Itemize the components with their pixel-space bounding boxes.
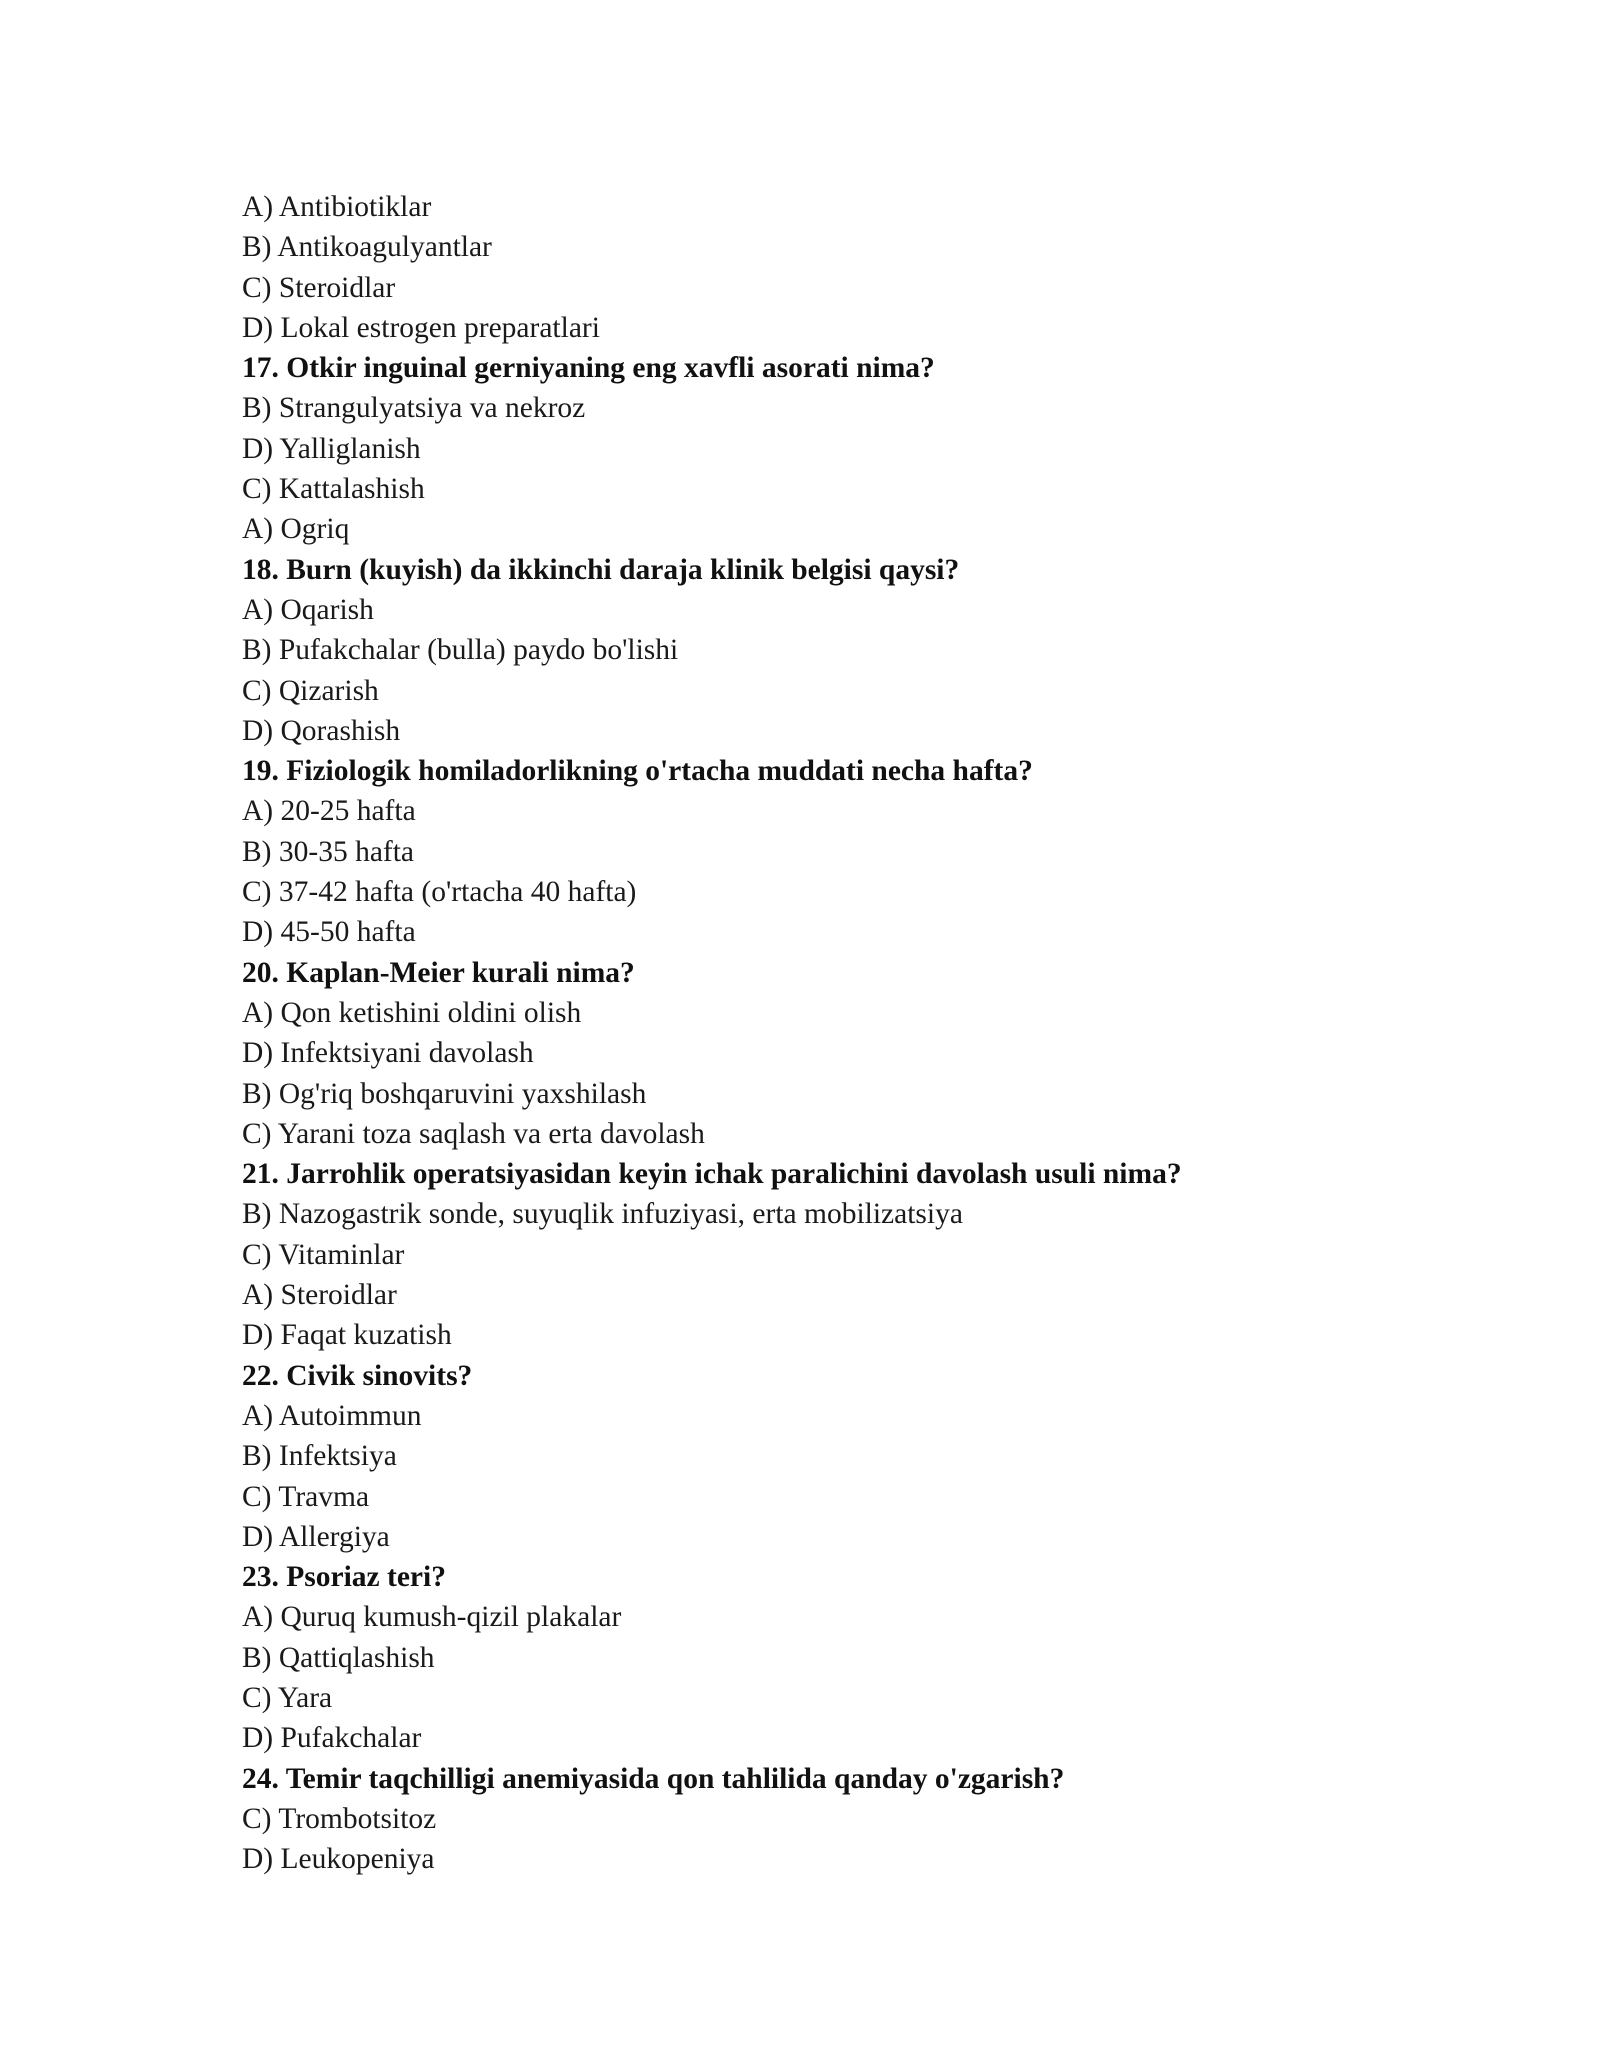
- answer-option: C) Kattalashish: [242, 473, 425, 506]
- question-text: 22. Civik sinovits?: [242, 1359, 473, 1392]
- answer-option: A) Oqarish: [242, 593, 374, 626]
- answer-option: B) Strangulyatsiya va nekroz: [242, 392, 586, 425]
- answer-option: D) Yalliglanish: [242, 432, 421, 465]
- answer-option: D) Allergiya: [242, 1520, 390, 1553]
- answer-option: D) Lokal estrogen preparatlari: [242, 311, 600, 344]
- answer-option: D) Infektsiyani davolash: [242, 1037, 534, 1070]
- document-body: [242, 187, 1442, 1879]
- question-text: 24. Temir taqchilligi anemiyasida qon tahlilida qanday o'zgarish?: [242, 1762, 1065, 1795]
- answer-option: C) Yara: [242, 1681, 333, 1714]
- question-text: 17. Otkir inguinal gerniyaning eng xavfli asorati nima?: [242, 352, 935, 385]
- answer-option: C) Qizarish: [242, 674, 379, 707]
- answer-option: D) Qorashish: [242, 714, 401, 747]
- answer-option: A) Autoimmun: [242, 1399, 422, 1432]
- answer-option: C) Trombotsitoz: [242, 1802, 437, 1835]
- answer-option: C) Yarani toza saqlash va erta davolash: [242, 1117, 705, 1150]
- answer-option: D) 45-50 hafta: [242, 916, 416, 949]
- question-text: 19. Fiziologik homiladorlikning o'rtacha muddati necha hafta?: [242, 755, 1033, 788]
- answer-option: D) Pufakchalar: [242, 1722, 422, 1755]
- answer-option: B) Pufakchalar (bulla) paydo bo'lishi: [242, 634, 679, 667]
- question-text: 23. Psoriaz teri?: [242, 1561, 446, 1594]
- answer-option: B) Nazogastrik sonde, suyuqlik infuziyasi, erta mobilizatsiya: [242, 1198, 963, 1231]
- answer-option: B) Infektsiya: [242, 1440, 397, 1473]
- answer-option: B) 30-35 hafta: [242, 835, 415, 868]
- answer-option: A) Quruq kumush-qizil plakalar: [242, 1601, 622, 1634]
- answer-option: D) Faqat kuzatish: [242, 1319, 452, 1352]
- answer-option: A) Antibiotiklar: [242, 191, 432, 223]
- question-text: 20. Kaplan-Meier kurali nima?: [242, 956, 635, 989]
- answer-option: B) Qattiqlashish: [242, 1641, 435, 1674]
- answer-option: A) 20-25 hafta: [242, 795, 416, 828]
- answer-option: C) Vitaminlar: [242, 1238, 405, 1271]
- answer-option: B) Og'riq boshqaruvini yaxshilash: [242, 1077, 647, 1110]
- answer-option: A) Qon ketishini oldini olish: [242, 996, 582, 1029]
- answer-option: C) 37-42 hafta (o'rtacha 40 hafta): [242, 876, 637, 909]
- answer-option: D) Leukopeniya: [242, 1843, 435, 1876]
- answer-option: A) Ogriq: [242, 513, 350, 546]
- question-text: 21. Jarrohlik operatsiyasidan keyin ichak paralichini davolash usuli nima?: [242, 1158, 1182, 1191]
- answer-option: C) Travma: [242, 1480, 370, 1513]
- question-text: 18. Burn (kuyish) da ikkinchi daraja klinik belgisi qaysi?: [242, 553, 960, 586]
- answer-option: A) Steroidlar: [242, 1279, 397, 1312]
- answer-option: B) Antikoagulyantlar: [242, 231, 492, 264]
- answer-option: C) Steroidlar: [242, 271, 396, 304]
